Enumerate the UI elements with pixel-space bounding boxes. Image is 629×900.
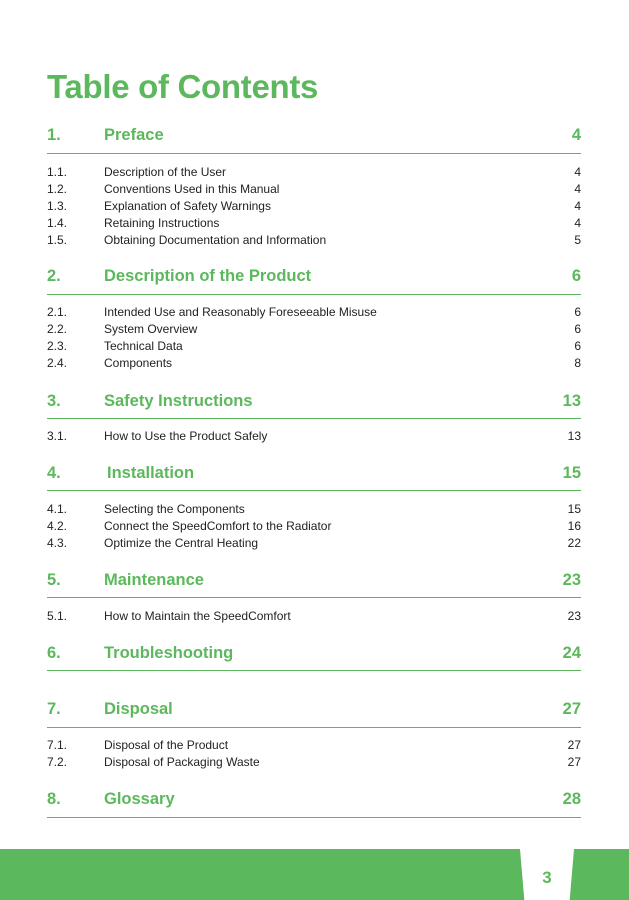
section-page: 13 bbox=[562, 392, 581, 410]
section-divider bbox=[47, 294, 581, 295]
toc-section-heading[interactable] bbox=[47, 700, 581, 724]
entry-number: 1.2. bbox=[47, 182, 68, 196]
toc-section-heading[interactable] bbox=[47, 790, 581, 814]
entry-title: Disposal of Packaging Waste bbox=[104, 755, 260, 769]
section-number: 2. bbox=[47, 267, 61, 285]
section-divider bbox=[47, 153, 581, 154]
section-number: 5. bbox=[47, 571, 61, 589]
toc-section-heading[interactable] bbox=[47, 392, 581, 416]
entry-title: Description of the User bbox=[104, 165, 227, 179]
entry-number: 7.2. bbox=[47, 755, 68, 769]
entry-page: 4 bbox=[574, 182, 581, 196]
entry-title: Conventions Used in this Manual bbox=[104, 182, 280, 196]
entry-title: Connect the SpeedComfort to the Radiator bbox=[104, 519, 332, 533]
entry-title: Obtaining Documentation and Information bbox=[104, 233, 327, 247]
toc-entry[interactable] bbox=[47, 519, 581, 535]
section-number: 6. bbox=[47, 644, 61, 662]
section-title: Disposal bbox=[104, 700, 173, 718]
entry-title: Disposal of the Product bbox=[104, 738, 229, 752]
section-divider bbox=[47, 727, 581, 728]
toc-section-heading[interactable] bbox=[47, 644, 581, 668]
entry-number: 2.4. bbox=[47, 356, 68, 370]
section-divider bbox=[47, 670, 581, 671]
toc-section-heading[interactable] bbox=[47, 267, 581, 291]
section-title: Glossary bbox=[104, 790, 175, 808]
entry-number: 1.3. bbox=[47, 199, 68, 213]
entry-page: 4 bbox=[574, 199, 581, 213]
entry-number: 2.1. bbox=[47, 305, 68, 319]
section-page: 24 bbox=[562, 644, 581, 662]
section-page: 15 bbox=[562, 464, 581, 482]
section-number: 7. bbox=[47, 700, 61, 718]
entry-title: Optimize the Central Heating bbox=[104, 536, 259, 550]
toc-entry[interactable] bbox=[47, 609, 581, 625]
entry-title: Components bbox=[104, 356, 173, 370]
toc-entry[interactable] bbox=[47, 165, 581, 181]
toc-entry[interactable] bbox=[47, 738, 581, 754]
entry-page: 6 bbox=[574, 305, 581, 319]
toc-entry[interactable] bbox=[47, 502, 581, 518]
entry-page: 22 bbox=[567, 536, 581, 550]
section-title: Installation bbox=[107, 464, 195, 482]
entry-page: 6 bbox=[574, 339, 581, 353]
section-number: 4. bbox=[47, 464, 61, 482]
section-title: Troubleshooting bbox=[104, 644, 234, 662]
entry-page: 6 bbox=[574, 322, 581, 336]
entry-page: 4 bbox=[574, 165, 581, 179]
toc-entry[interactable] bbox=[47, 182, 581, 198]
entry-page: 5 bbox=[574, 233, 581, 247]
entry-number: 2.3. bbox=[47, 339, 68, 353]
page-number: 3 bbox=[542, 868, 552, 887]
section-divider bbox=[47, 490, 581, 491]
entry-number: 1.1. bbox=[47, 165, 68, 179]
entry-number: 7.1. bbox=[47, 738, 68, 752]
toc-section-heading[interactable] bbox=[47, 464, 581, 488]
entry-title: Technical Data bbox=[104, 339, 183, 353]
entry-title: How to Maintain the SpeedComfort bbox=[104, 609, 291, 623]
toc-section-heading[interactable] bbox=[47, 571, 581, 595]
toc-entry[interactable] bbox=[47, 199, 581, 215]
entry-number: 4.2. bbox=[47, 519, 68, 533]
section-title: Preface bbox=[104, 126, 164, 144]
toc-entry[interactable] bbox=[47, 755, 581, 771]
section-title: Maintenance bbox=[104, 571, 204, 589]
entry-title: Selecting the Components bbox=[104, 502, 245, 516]
section-divider bbox=[47, 817, 581, 818]
section-title: Safety Instructions bbox=[104, 392, 253, 410]
toc-entry[interactable] bbox=[47, 339, 581, 355]
entry-title: System Overview bbox=[104, 322, 198, 336]
entry-title: Intended Use and Reasonably Foreseeable Misuse bbox=[104, 305, 377, 319]
entry-title: Retaining Instructions bbox=[104, 216, 220, 230]
entry-number: 4.1. bbox=[47, 502, 68, 516]
toc-entry[interactable] bbox=[47, 216, 581, 232]
toc-entry[interactable] bbox=[47, 305, 581, 321]
toc-entry[interactable] bbox=[47, 429, 581, 445]
section-page: 6 bbox=[571, 267, 581, 285]
section-page: 4 bbox=[571, 126, 581, 144]
entry-number: 3.1. bbox=[47, 429, 68, 443]
entry-page: 23 bbox=[567, 609, 581, 623]
section-divider bbox=[47, 597, 581, 598]
entry-number: 5.1. bbox=[47, 609, 68, 623]
entry-title: Explanation of Safety Warnings bbox=[104, 199, 271, 213]
entry-title: How to Use the Product Safely bbox=[104, 429, 268, 443]
entry-page: 13 bbox=[567, 429, 581, 443]
section-page: 23 bbox=[562, 571, 581, 589]
entry-page: 27 bbox=[567, 738, 581, 752]
entry-page: 27 bbox=[567, 755, 581, 769]
entry-page: 15 bbox=[567, 502, 581, 516]
entry-page: 16 bbox=[567, 519, 581, 533]
section-page: 28 bbox=[562, 790, 581, 808]
entry-number: 1.5. bbox=[47, 233, 68, 247]
toc-entry[interactable] bbox=[47, 233, 581, 249]
toc-entry[interactable] bbox=[47, 356, 581, 372]
section-number: 1. bbox=[47, 126, 61, 144]
page-title: Table of Contents bbox=[47, 68, 319, 105]
section-title: Description of the Product bbox=[104, 267, 312, 285]
entry-number: 1.4. bbox=[47, 216, 68, 230]
toc-entry[interactable] bbox=[47, 536, 581, 552]
section-number: 8. bbox=[47, 790, 61, 808]
section-divider bbox=[47, 418, 581, 419]
entry-page: 8 bbox=[574, 356, 581, 370]
entry-page: 4 bbox=[574, 216, 581, 230]
entry-number: 2.2. bbox=[47, 322, 68, 336]
section-page: 27 bbox=[562, 700, 581, 718]
toc-section-heading[interactable] bbox=[47, 126, 581, 150]
section-number: 3. bbox=[47, 392, 61, 410]
entry-number: 4.3. bbox=[47, 536, 68, 550]
toc-entry[interactable] bbox=[47, 322, 581, 338]
